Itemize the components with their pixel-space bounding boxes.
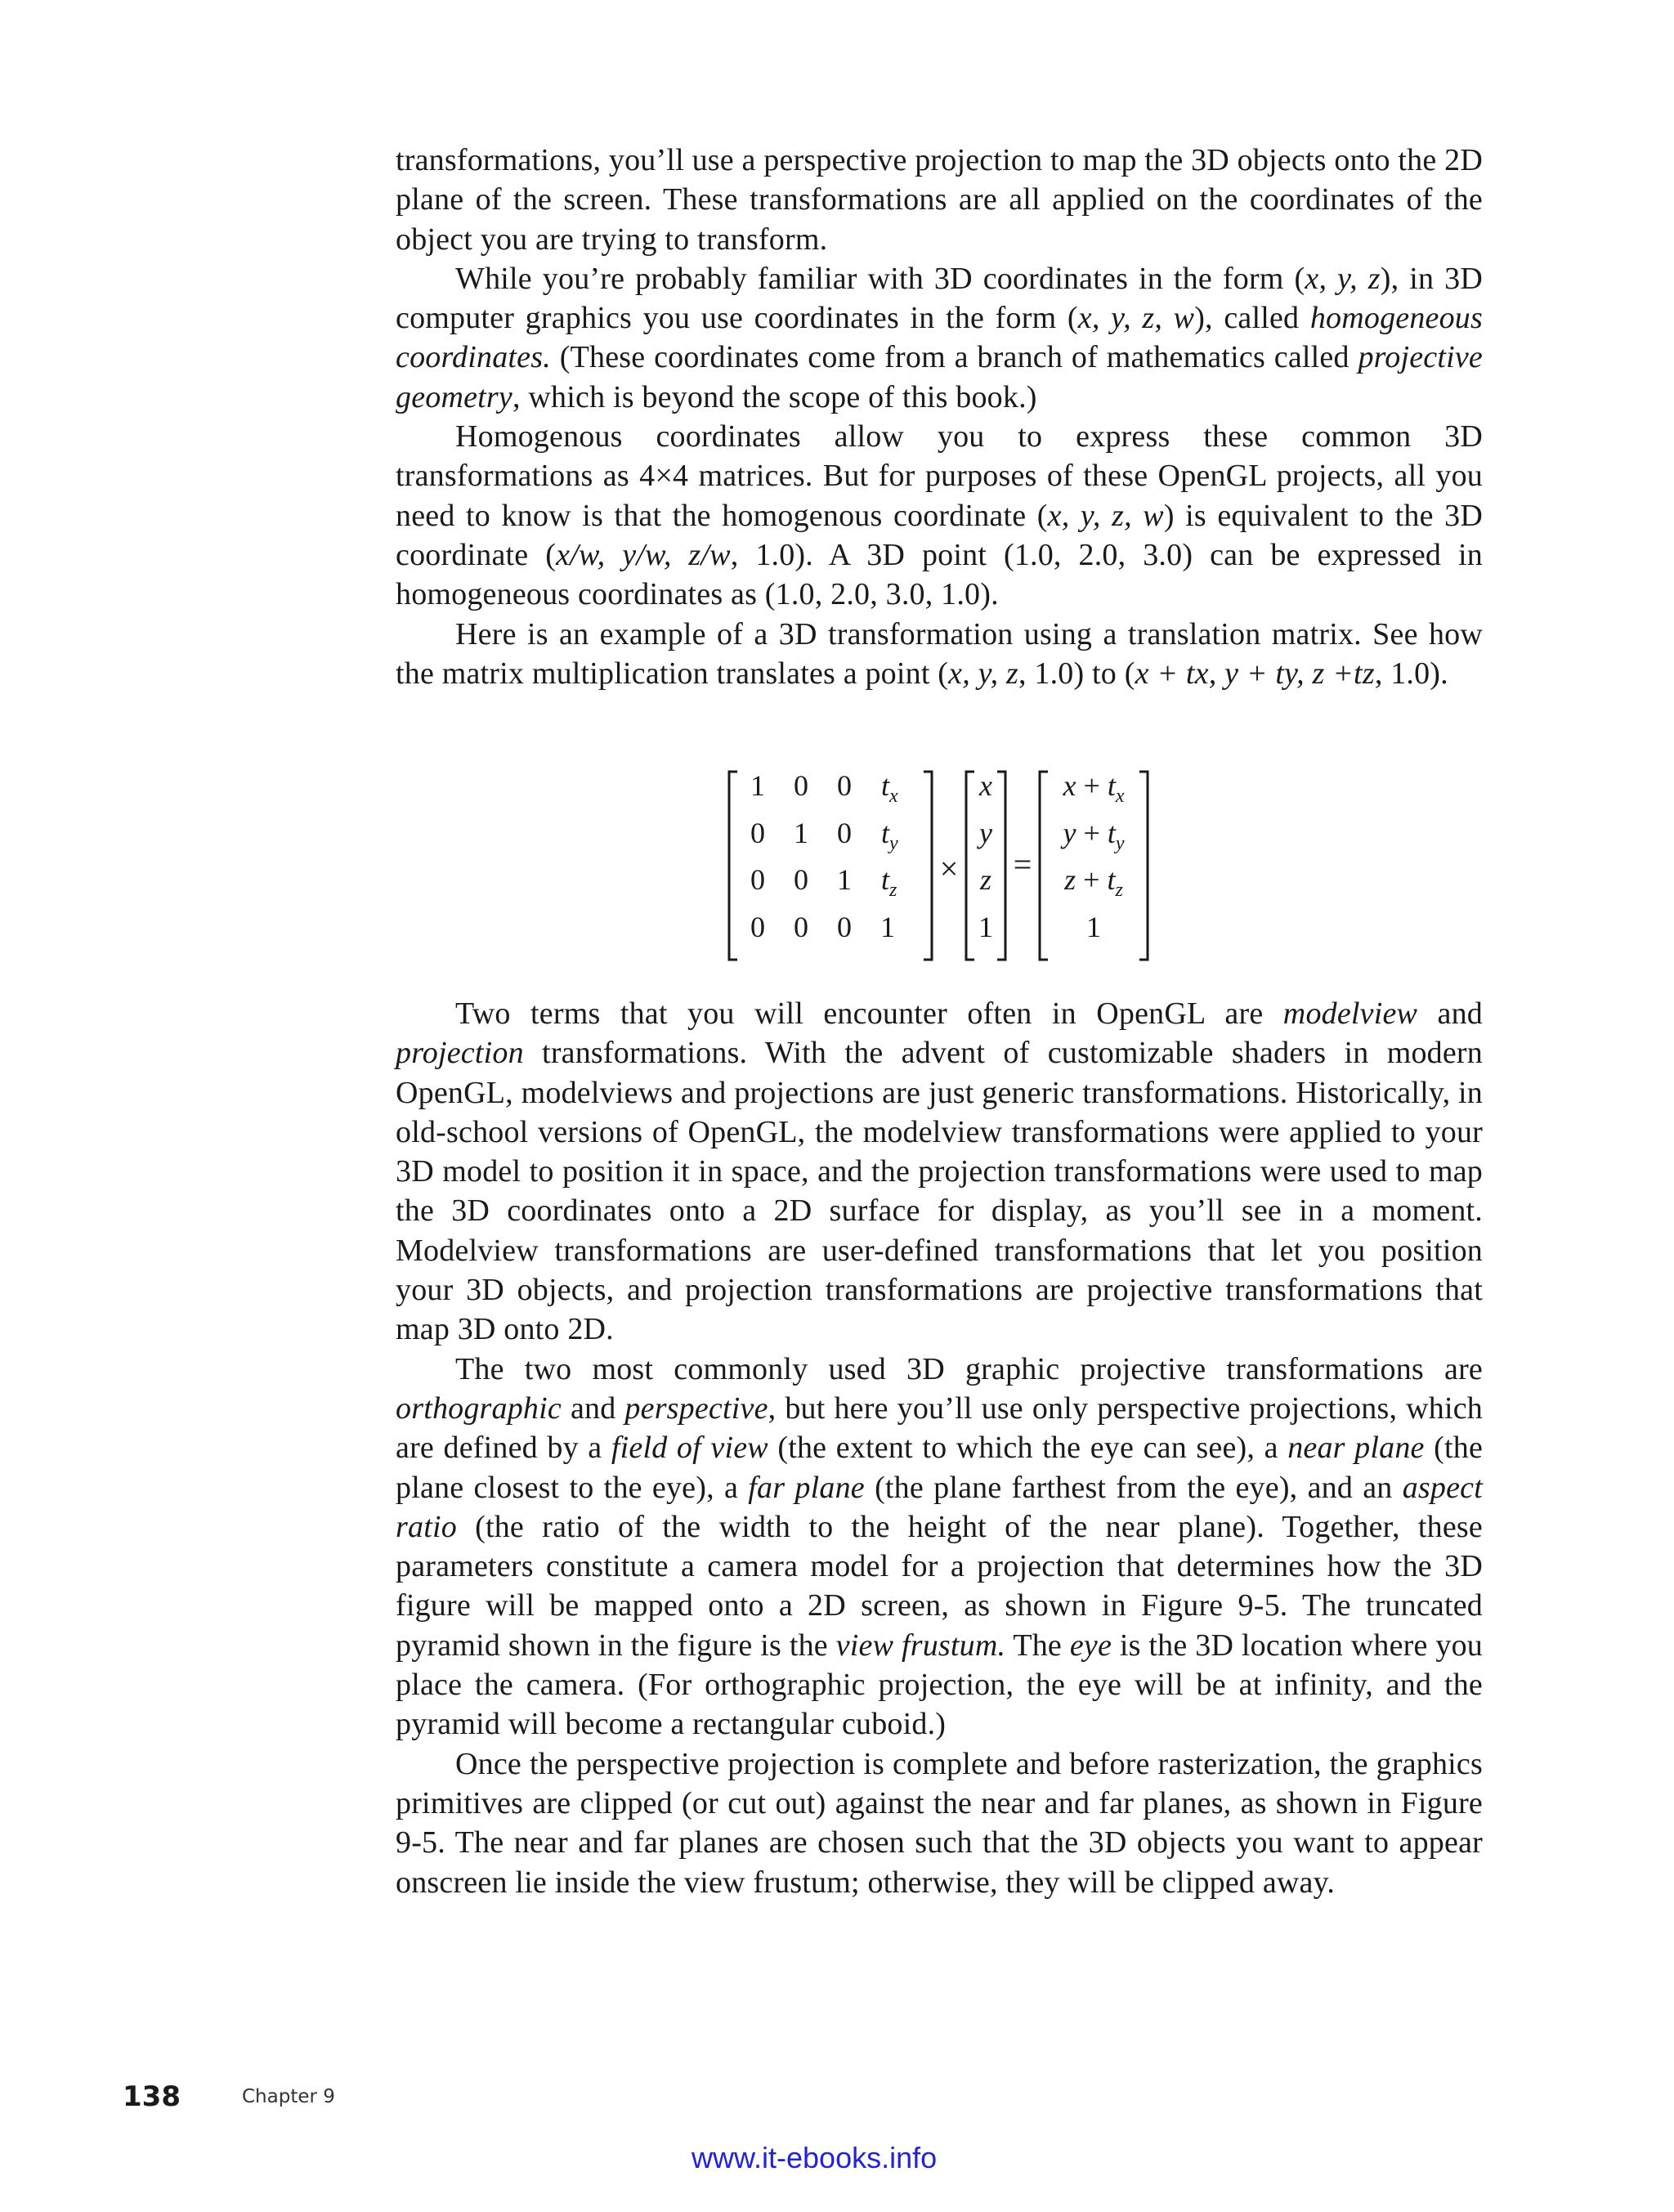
text-run: , 1.0). xyxy=(1374,656,1448,691)
result-cell: $y + t_y$ xyxy=(1063,817,1125,854)
matrix-cell: 1 xyxy=(880,911,895,943)
paragraph xyxy=(396,615,1483,694)
italic-term: aspect ratio xyxy=(396,1470,1483,1544)
vector-right-bracket xyxy=(997,772,1005,960)
chapter-label: Chapter 9 xyxy=(242,2086,335,2107)
paragraph xyxy=(396,259,1483,417)
italic-term: far plane xyxy=(748,1470,865,1505)
matrix-cell: $t_x$ xyxy=(881,769,898,807)
text-run: , but here you’ll use only perspective projections, which are defined by a xyxy=(396,1390,1484,1466)
text-run: , 1.0). A 3D point (1.0, 2.0, 3.0) can be expressed in homogeneous coordinates as (1.0, 2.0, 3.0, 1.0). xyxy=(396,537,1483,612)
paragraph xyxy=(396,1350,1483,1744)
point-vector xyxy=(977,769,993,943)
italic-term: x, y, z xyxy=(948,656,1018,691)
paragraph xyxy=(396,994,1483,1350)
matrix-cell: 1 xyxy=(837,863,852,896)
text-run: , 1.0) to ( xyxy=(1018,656,1135,691)
vector-cell: x xyxy=(979,769,992,802)
text-run: ), in 3D computer graphics you use coordinates in the form ( xyxy=(396,261,1483,336)
matrix-cell: 0 xyxy=(750,911,765,943)
italic-term: x, y, z, w xyxy=(1047,498,1164,533)
italic-term: orthographic xyxy=(396,1390,562,1426)
result-cell: 1 xyxy=(1086,911,1101,943)
result-cell: $z + t_z$ xyxy=(1064,863,1123,901)
vector-left-bracket xyxy=(966,772,974,960)
text-run: Homogenous coordinates allow you to express these common 3D transformations as 4×4 matrices. But for purposes of these OpenGL projects, all you need to know is that the homogenous coordinate ( xyxy=(396,419,1483,533)
paragraph xyxy=(396,1744,1483,1902)
page-number: 138 xyxy=(123,2080,181,2113)
text-run: (the plane closest to the eye), a xyxy=(396,1431,1484,1505)
text-run: (the ratio of the width to the height of the near plane). Together, these parameters constitute a camera model for a projection that determines how the 3D figure will be mapped onto a 2D screen, as shown in Figure 9-5. The truncated pyramid shown in the figure is the xyxy=(396,1509,1483,1663)
result-right-bracket xyxy=(1139,772,1148,960)
body-text-continued xyxy=(396,994,1483,1902)
body-text xyxy=(396,141,1483,693)
text-run: The two most commonly used 3D graphic projective transformations are xyxy=(455,1351,1483,1386)
vector-cell: 1 xyxy=(978,911,993,943)
italic-term: view frustum. xyxy=(835,1628,1006,1663)
text-run: is the 3D location where you place the camera. (For orthographic projection, the eye will be at infinity, and the pyramid will become a rectangular cuboid.) xyxy=(396,1628,1483,1742)
watermark-link[interactable]: www.it-ebooks.info xyxy=(692,2141,938,2174)
text-run: ) is equivalent to the 3D coordinate ( xyxy=(396,498,1483,572)
result-cell: $x + t_x$ xyxy=(1063,769,1125,807)
transform-matrix xyxy=(750,769,898,943)
equals-operator: = xyxy=(1013,846,1032,883)
matrix-left-bracket xyxy=(729,772,737,960)
italic-term: x, y, z, w xyxy=(1077,301,1195,336)
text-run: transformations, you’ll use a perspective projection to map the 3D objects onto the 2D plane of the screen. These transformations are all applied on the coordinates of the object you are trying to transform. xyxy=(396,143,1483,257)
text-run: While you’re probably familiar with 3D coordinates in the form ( xyxy=(455,261,1305,296)
matrix-cell: 0 xyxy=(794,911,808,943)
matrix-cell: 0 xyxy=(837,911,852,943)
vector-cell: y xyxy=(979,817,992,849)
matrix-cell: 0 xyxy=(837,817,852,849)
multiply-operator: × xyxy=(939,850,959,887)
text-run: Once the perspective projection is complete and before rasterization, the graphics primitives are clipped (or cut out) against the near and far planes, as shown in Figure 9-5. The near and far planes are chosen such that the 3D objects you want to appear onscreen lie inside the view frustum; otherwise, they will be clipped away. xyxy=(396,1746,1483,1900)
italic-term: near plane xyxy=(1287,1431,1425,1466)
matrix-cell: 0 xyxy=(794,769,808,802)
italic-term: x + tx, y + ty, z +tz xyxy=(1135,656,1375,691)
text-run: The xyxy=(1005,1628,1070,1663)
matrix-right-bracket xyxy=(924,772,932,960)
text-run: and xyxy=(1417,996,1483,1031)
text-run: and xyxy=(561,1390,625,1426)
text-run: , which is beyond the scope of this book.) xyxy=(512,379,1037,414)
matrix-cell: $t_z$ xyxy=(881,863,897,901)
matrix-cell: 0 xyxy=(750,817,765,849)
italic-term: modelview xyxy=(1282,996,1418,1031)
result-vector xyxy=(1061,769,1125,943)
italic-term: eye xyxy=(1069,1628,1112,1663)
matrix-cell: 1 xyxy=(794,817,808,849)
italic-term: field of view xyxy=(611,1431,768,1466)
matrix-cell: 0 xyxy=(750,863,765,896)
italic-term: perspective xyxy=(624,1390,768,1426)
matrix-cell: 0 xyxy=(837,769,852,802)
vector-cell: z xyxy=(979,863,992,896)
matrix-cell: $t_y$ xyxy=(881,817,898,854)
translation-matrix-equation xyxy=(727,765,1153,966)
text-run: Two terms that you will encounter often in OpenGL are xyxy=(455,996,1283,1031)
italic-term: x, y, z xyxy=(1305,261,1381,296)
paragraph xyxy=(396,417,1483,614)
paragraph xyxy=(396,141,1483,259)
text-run: (the extent to which the eye can see), a xyxy=(768,1431,1288,1466)
text-run: ), called xyxy=(1194,301,1310,336)
text-run: (the plane farthest from the eye), and an xyxy=(864,1470,1403,1505)
result-left-bracket xyxy=(1040,772,1048,960)
italic-term: projection xyxy=(396,1036,524,1071)
text-run: Here is an example of a 3D transformation using a translation matrix. See how the matrix multiplication translates a point ( xyxy=(396,616,1483,691)
text-run: transformations. With the advent of customizable shaders in modern OpenGL, modelviews and projections are just generic transformations. Historically, in old-school versions of OpenGL, the modelview transformations were applied to your 3D model to position it in space, and the projection transformations were used to map the 3D coordinates onto a 2D surface for display, as you’ll see in a moment. Modelview transformations are user-defined transformations that let you position your 3D objects, and projection transformations are projective transformations that map 3D onto 2D. xyxy=(396,1036,1483,1347)
italic-term: homogeneous coordinates. xyxy=(396,301,1483,375)
text-run: (These coordinates come from a branch of mathematics called xyxy=(550,340,1358,375)
italic-term: projective geometry xyxy=(396,340,1483,414)
matrix-cell: 1 xyxy=(750,769,765,802)
italic-term: x/w, y/w, z/w xyxy=(556,537,731,572)
matrix-cell: 0 xyxy=(794,863,808,896)
